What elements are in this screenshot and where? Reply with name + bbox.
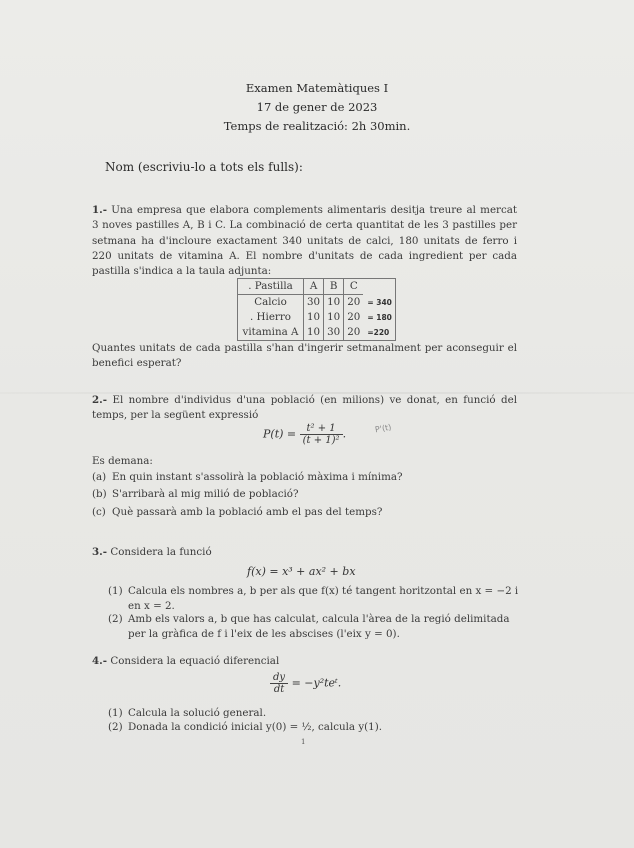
- differential-equation: [270, 672, 341, 695]
- table-cell: 20: [344, 310, 364, 325]
- table-cell: 10: [304, 310, 324, 325]
- item-text: Calcula la solució general.: [128, 707, 267, 719]
- item-text: Donada la condició inicial y(0) = ½, calcula y(1).: [128, 721, 383, 733]
- table-header-cell: A: [304, 279, 324, 295]
- derivative-fraction: [270, 672, 288, 695]
- handwritten-annotation: P'(t): [374, 422, 393, 435]
- item-label: (a): [92, 471, 107, 483]
- formula-fraction: [300, 423, 343, 446]
- table-header-row: [238, 279, 396, 295]
- question-3-number: 3.-: [92, 546, 108, 558]
- item-text: Què passarà amb la població amb el pas del temps?: [112, 506, 383, 518]
- equation-rhs: = −y²teᵗ.: [291, 676, 342, 690]
- function-formula: f(x) = x³ + ax² + bx: [247, 565, 356, 578]
- page-number: 1: [301, 738, 306, 746]
- list-item: [108, 612, 528, 642]
- table-cell: 10: [304, 325, 324, 341]
- question-4-text: Considera la equació diferencial: [110, 655, 280, 667]
- item-label: (1): [108, 585, 123, 597]
- item-text: Calcula els nombres a, b per als que f(x) té tangent horitzontal en x = −2 i en x = 2.: [128, 585, 519, 612]
- question-3: [92, 546, 212, 558]
- question-2-intro: Es demana:: [92, 455, 153, 467]
- question-1-text: Una empresa que elabora complements alimentaris desitja treure al mercat 3 noves pastilles A, B i C. La combinació de certa quantitat de les 3 pastilles per setmana ha d'incloure exactament 340 unitats de calci, 180 unitats de ferro i 220 unitats de vitamina A. El nombre d'unitats de cada ingredient per cada pastilla s'indica a la taula adjunta:: [92, 204, 518, 278]
- table-row: [238, 310, 396, 325]
- formula-lhs: P(t) =: [263, 427, 297, 441]
- population-formula: [263, 423, 346, 446]
- table-cell: 20: [344, 295, 364, 311]
- exam-date: 17 de gener de 2023: [256, 100, 378, 114]
- item-label: (2): [108, 721, 123, 733]
- table-cell: . Hierro: [238, 310, 304, 325]
- item-label: (2): [108, 613, 123, 625]
- formula-denominator: (t + 1)²: [302, 435, 340, 446]
- question-2: [92, 393, 517, 424]
- item-text: Amb els valors a, b que has calculat, calcula l'àrea de la regió delimitada per la gràfica de f i l'eix de les abscises (l'eix y = 0).: [128, 613, 510, 640]
- list-item: [108, 720, 528, 735]
- handwritten-note: = 340: [367, 297, 392, 307]
- table-cell: 10: [324, 295, 344, 311]
- table-row: [238, 295, 396, 311]
- question-1: [92, 203, 517, 279]
- derivative-denominator: dt: [273, 684, 285, 695]
- table-cell: 30: [324, 325, 344, 341]
- derivative-numerator: dy: [270, 672, 288, 684]
- list-item: [92, 487, 522, 502]
- table-row: [238, 325, 396, 341]
- handwritten-note: = 180: [367, 313, 392, 322]
- item-text: S'arribarà al mig milió de població?: [112, 488, 299, 500]
- item-label: (c): [92, 506, 106, 518]
- exam-header: [0, 79, 634, 136]
- question-2-number: 2.-: [92, 394, 108, 406]
- exam-duration: Temps de realització: 2h 30min.: [223, 119, 411, 133]
- name-line: Nom (escriviu-lo a tots els fulls):: [105, 160, 303, 174]
- question-4-number: 4.-: [92, 655, 108, 667]
- item-label: (1): [108, 707, 123, 719]
- formula-numerator: t² + 1: [300, 423, 343, 435]
- formula-end: .: [342, 427, 347, 441]
- item-text: En quin instant s'assolirà la població màxima i mínima?: [112, 471, 403, 483]
- list-item: [92, 470, 522, 485]
- question-1-prompt: Quantes unitats de cada pastilla s'han d'ingerir setmanalment per aconseguir el benefici esperat?: [92, 342, 517, 370]
- table-header-cell: . Pastilla: [238, 279, 304, 295]
- table-cell: Calcio: [238, 295, 304, 311]
- list-item: [108, 584, 528, 614]
- table-cell: 30: [304, 295, 324, 311]
- question-4: [92, 655, 279, 667]
- table-cell: 20: [344, 325, 364, 341]
- ingredients-table: [237, 278, 396, 341]
- table-header-cell: C: [344, 279, 364, 295]
- question-1-number: 1.-: [92, 204, 108, 216]
- table-cell: vitamina A: [238, 325, 304, 341]
- exam-title: Examen Matemàtiques I: [245, 81, 389, 95]
- question-2-text: El nombre d'individus d'una població (en milions) ve donat, en funció del temps, per la següent expressió: [92, 394, 517, 422]
- table-header-cell: B: [324, 279, 344, 295]
- list-item: [108, 706, 528, 721]
- table-cell: 10: [324, 310, 344, 325]
- list-item: [92, 505, 522, 520]
- question-3-text: Considera la funció: [110, 546, 212, 558]
- handwritten-note: =220: [367, 328, 390, 337]
- item-label: (b): [92, 488, 107, 500]
